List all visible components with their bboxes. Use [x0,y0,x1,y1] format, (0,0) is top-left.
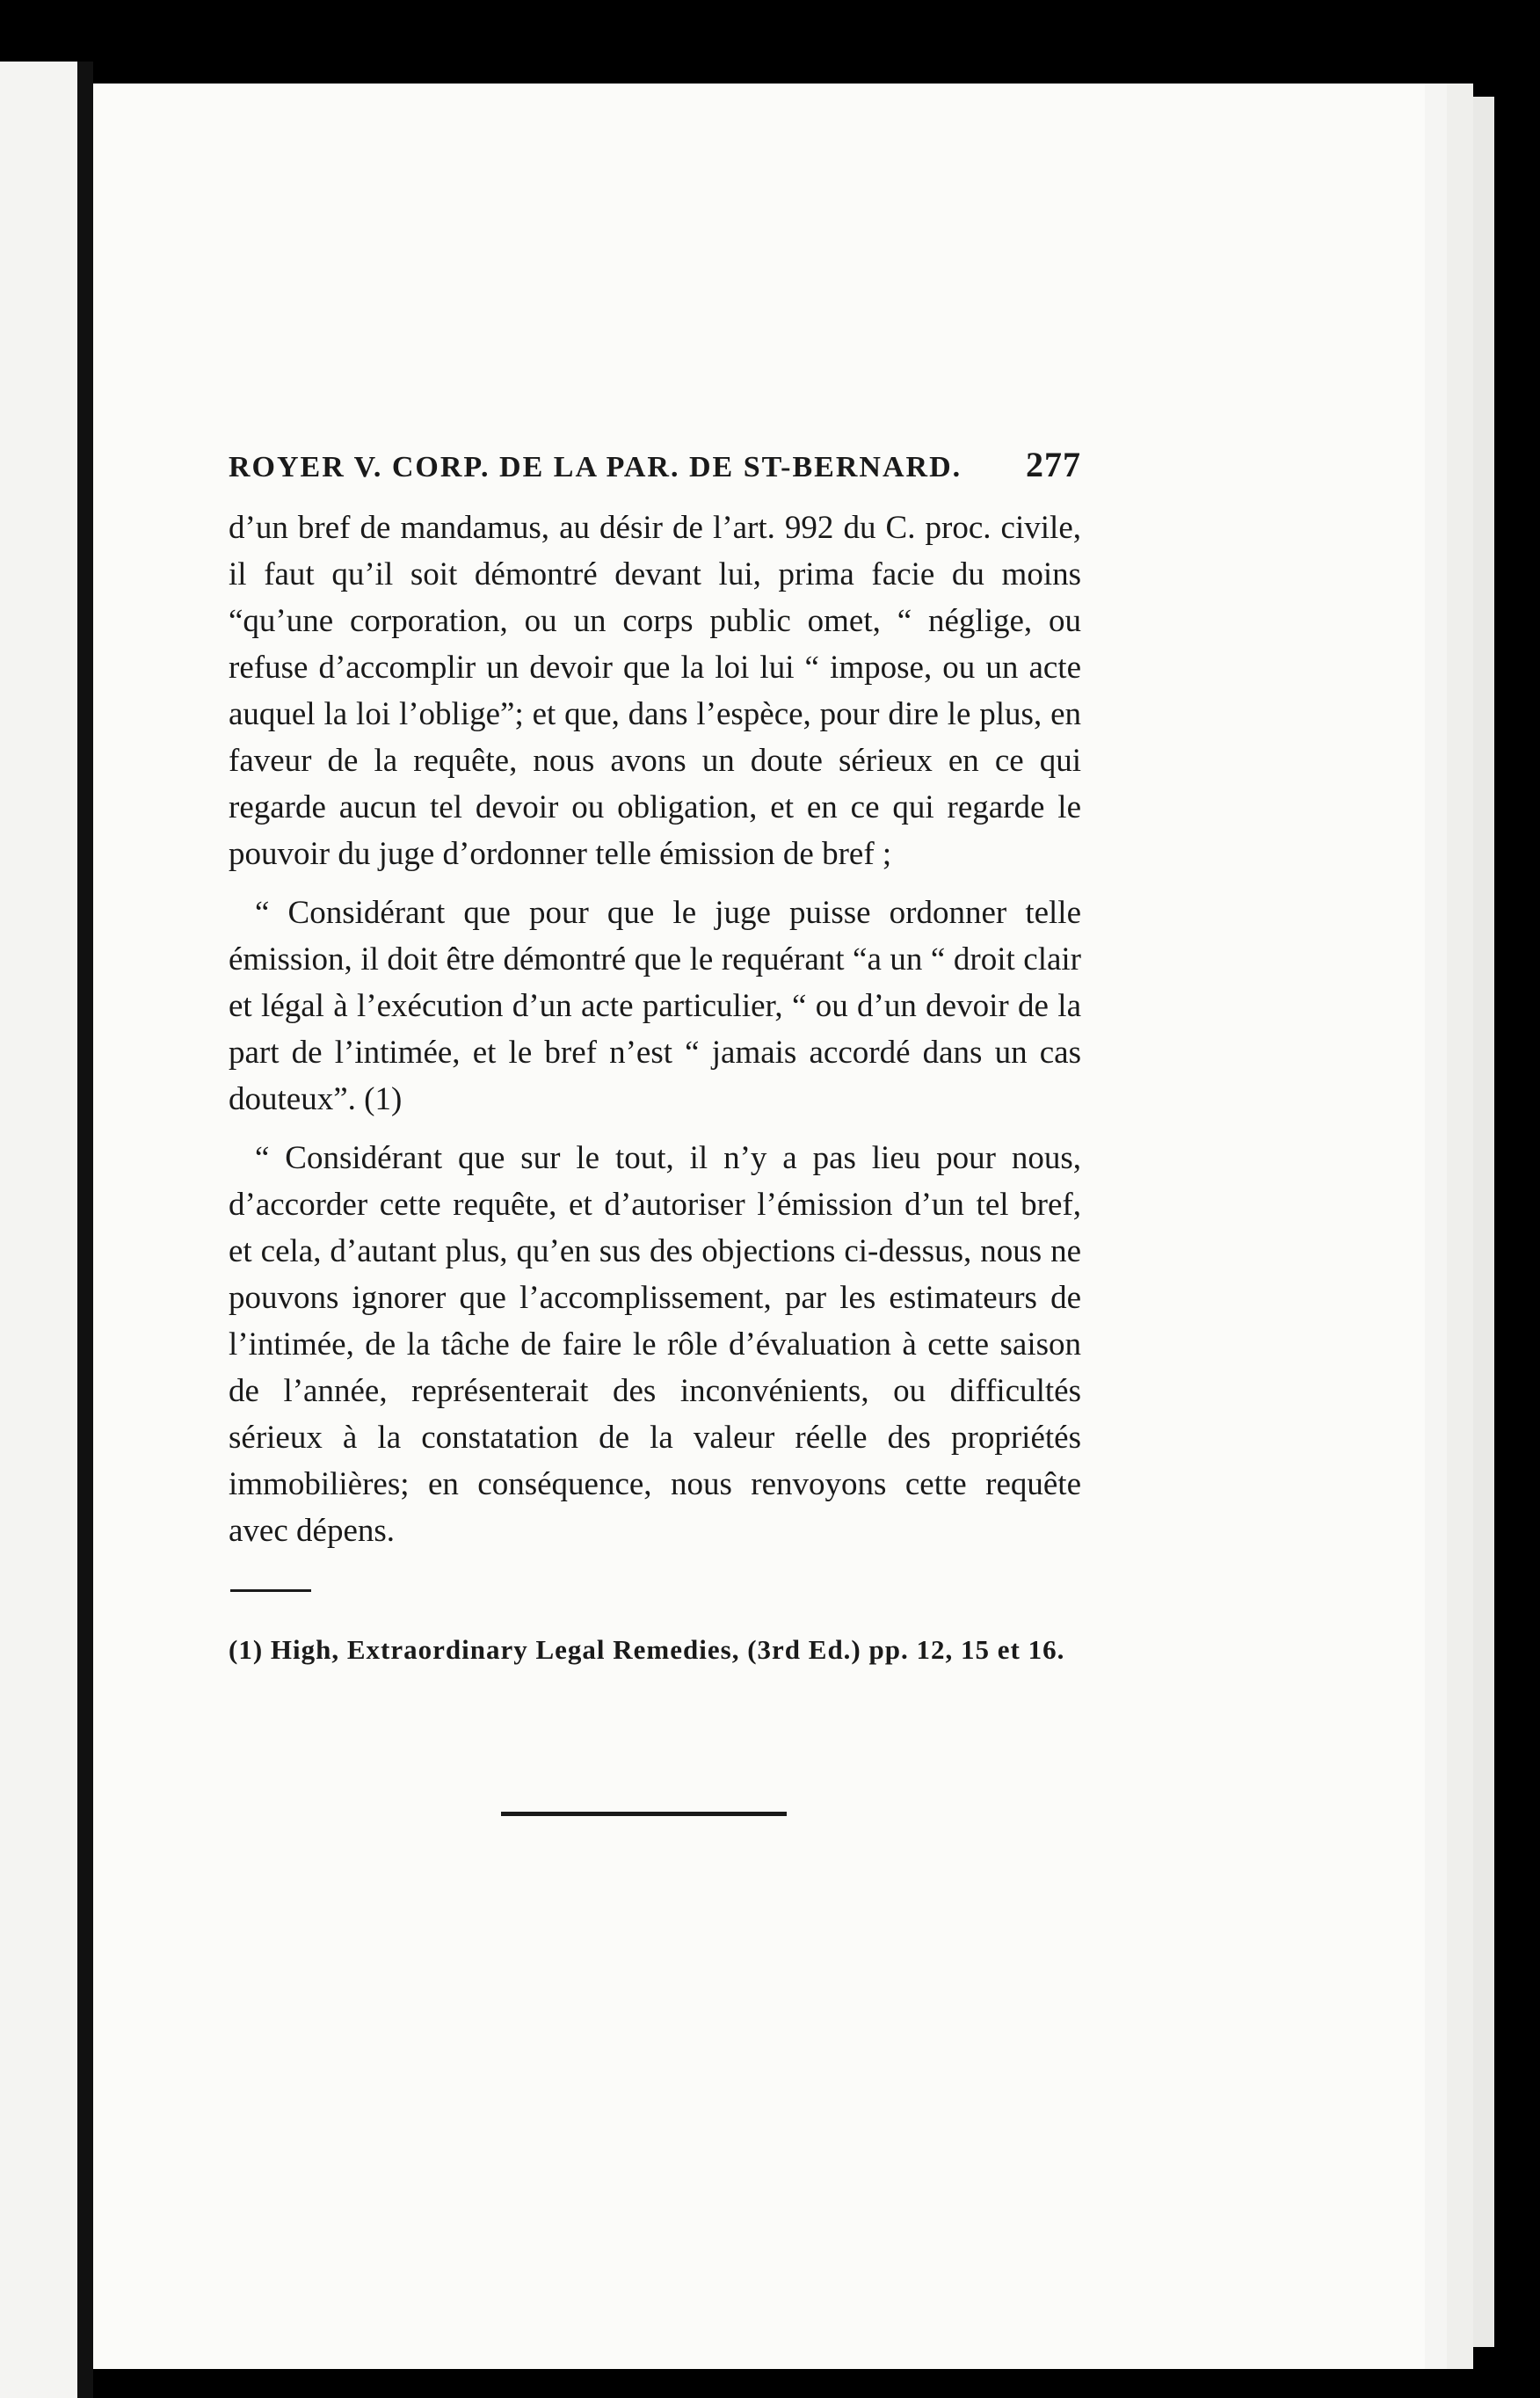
paragraph-2: “ Considérant que pour que le juge puisse ordonner telle émission, il doit être démontré que le requérant “a un “ droit clair et légal à l’exécution d’un acte particulier, “ ou d’un devoir de la part de l’intimée, et le bref n’est “ jamais accordé dans un cas douteux”. (1) [229,895,1081,1117]
book-spine [77,62,93,2398]
running-head-title: ROYER V. CORP. DE LA PAR. DE ST-BERNARD. [229,451,962,483]
page-number: 277 [1026,445,1081,484]
end-rule [501,1812,787,1816]
left-page-edge [0,62,77,2398]
paragraph-1: d’un bref de mandamus, au désir de l’art. 992 du C. proc. civile, il faut qu’il soit démontré devant lui, prima facie du moins “qu’une corporation, ou un corps public omet, “ néglige, ou refuse d’accomplir un devoir que la loi lui “ impose, ou un acte auquel la loi l’oblige”; et que, dans l’espèce, pour dire le plus, en faveur de la requête, nous avons un doute sérieux en ce qui regarde aucun tel devoir ou obligation, et en ce qui regarde le pouvoir du juge d’ordonner telle émission de bref ; [229,510,1081,872]
paragraph-3: “ Considérant que sur le tout, il n’y a pas lieu pour nous, d’accorder cette requête, et d’autoriser l’émission d’un tel bref, et cela, d’autant plus, qu’en sus des objections ci-dessus, nous ne pouvons ignorer que l’accomplissement, par les estimateurs de l’intimée, de la tâche de faire le rôle d’évaluation à cette saison de l’année, représenterait des inconvénients, ou difficultés sérieux à la constatation de la valeur réelle des propriétés immobilières; en conséquence, nous renvoyons cette requête avec dépens. [229,1140,1081,1549]
running-head [229,444,1081,485]
footnote: (1) High, Extraordinary Legal Remedies, (3rd Ed.) pp. 12, 15 et 16. [229,1634,1065,1665]
page-content [229,444,1081,1695]
footnote-separator [230,1589,311,1592]
